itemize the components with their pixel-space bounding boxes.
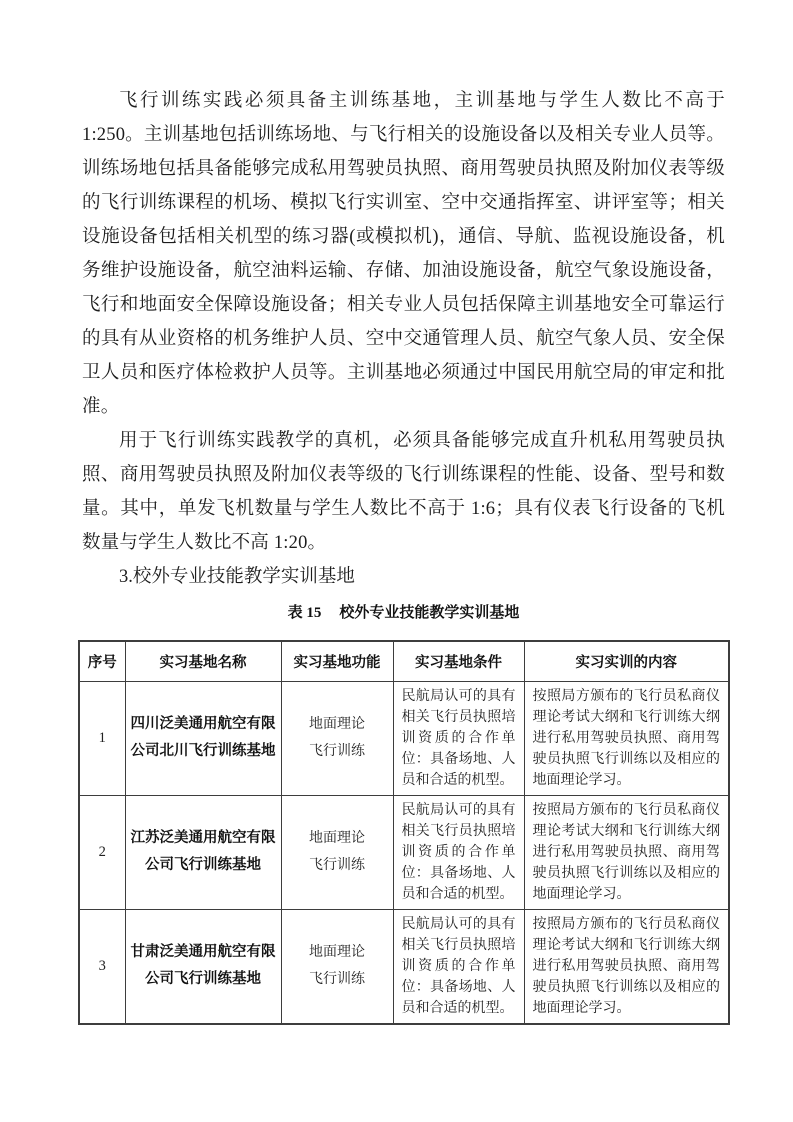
header-cell-base-name: 实习基地名称: [125, 641, 281, 681]
cell-base-function: [281, 909, 393, 1024]
base-name-line: 甘肃泛美通用航空有限: [130, 944, 276, 960]
base-name-line: 江苏泛美通用航空有限: [130, 830, 276, 846]
header-cell-base-condition: 实习基地条件: [393, 641, 524, 681]
cell-base-function: [281, 681, 393, 795]
function-line: 地面理论: [309, 831, 365, 846]
table-row: [79, 795, 729, 909]
cell-base-name: [125, 795, 281, 909]
header-cell-base-function: 实习基地功能: [281, 641, 393, 681]
table-caption-label: 表 15: [287, 605, 322, 621]
cell-base-name: [125, 681, 281, 795]
function-line: 飞行训练: [309, 744, 365, 759]
cell-base-condition: 民航局认可的具有相关飞行员执照培训资质的合作单位：具备场地、人员和合适的机型。: [393, 681, 524, 795]
table-header-row: [79, 641, 729, 681]
cell-number: 2: [79, 795, 125, 909]
header-cell-number: 序号: [79, 641, 125, 681]
cell-base-condition: 民航局认可的具有相关飞行员执照培训资质的合作单位：具备场地、人员和合适的机型。: [393, 909, 524, 1024]
base-name-line: 四川泛美通用航空有限: [130, 716, 276, 732]
table-row: [79, 909, 729, 1024]
cell-number: 3: [79, 909, 125, 1024]
table-row: [79, 681, 729, 795]
training-bases-table: [78, 640, 730, 1025]
base-name-line: 公司北川飞行训练基地: [130, 743, 276, 759]
header-cell-training-content: 实习实训的内容: [524, 641, 729, 681]
cell-number: 1: [79, 681, 125, 795]
cell-base-name: [125, 909, 281, 1024]
base-name-line: 公司飞行训练基地: [145, 971, 261, 987]
section-heading: 3.校外专业技能教学实训基地: [119, 567, 355, 587]
paragraph-real-aircraft: 用于飞行训练实践教学的真机，必须具备能够完成直升机私用驾驶员执照、商用驾驶员执照及附加仪表等级的飞行训练课程的性能、设备、型号和数量。其中，单发飞机数量与学生人数比不高于 1:6；具有仪表飞行设备的飞机数量与学生人数比不高 1:20。: [82, 431, 725, 553]
function-line: 飞行训练: [309, 972, 365, 987]
function-line: 飞行训练: [309, 858, 365, 873]
paragraph-main-training-base: 飞行训练实践必须具备主训练基地，主训基地与学生人数比不高于 1:250。主训基地包括训练场地、与飞行相关的设施设备以及相关专业人员等。训练场地包括具备能够完成私用驾驶员执照、商用驾驶员执照及附加仪表等级的飞行训练课程的机场、模拟飞行实训室、空中交通指挥室、讲评室等；相关设施设备包括相关机型的练习器(或模拟机)，通信、导航、监视设施设备，机务维护设施设备，航空油料运输、存储、加油设施设备，航空气象设施设备，飞行和地面安全保障设施设备；相关专业人员包括保障主训基地安全可靠运行的具有从业资格的机务维护人员、空中交通管理人员、航空气象人员、安全保卫人员和医疗体检救护人员等。主训基地必须通过中国民用航空局的审定和批准。: [82, 91, 725, 417]
cell-training-content: 按照局方颁布的飞行员私商仪理论考试大纲和飞行训练大纲进行私用驾驶员执照、商用驾驶员执照飞行训练以及相应的地面理论学习。: [524, 909, 729, 1024]
cell-training-content: 按照局方颁布的飞行员私商仪理论考试大纲和飞行训练大纲进行私用驾驶员执照、商用驾驶员执照飞行训练以及相应的地面理论学习。: [524, 795, 729, 909]
cell-base-condition: 民航局认可的具有相关飞行员执照培训资质的合作单位：具备场地、人员和合适的机型。: [393, 795, 524, 909]
function-line: 地面理论: [309, 945, 365, 960]
base-name-line: 公司飞行训练基地: [145, 857, 261, 873]
table-caption: [82, 602, 725, 624]
cell-training-content: 按照局方颁布的飞行员私商仪理论考试大纲和飞行训练大纲进行私用驾驶员执照、商用驾驶员执照飞行训练以及相应的地面理论学习。: [524, 681, 729, 795]
table-caption-title: 校外专业技能教学实训基地: [339, 605, 520, 621]
cell-base-function: [281, 795, 393, 909]
function-line: 地面理论: [309, 717, 365, 732]
